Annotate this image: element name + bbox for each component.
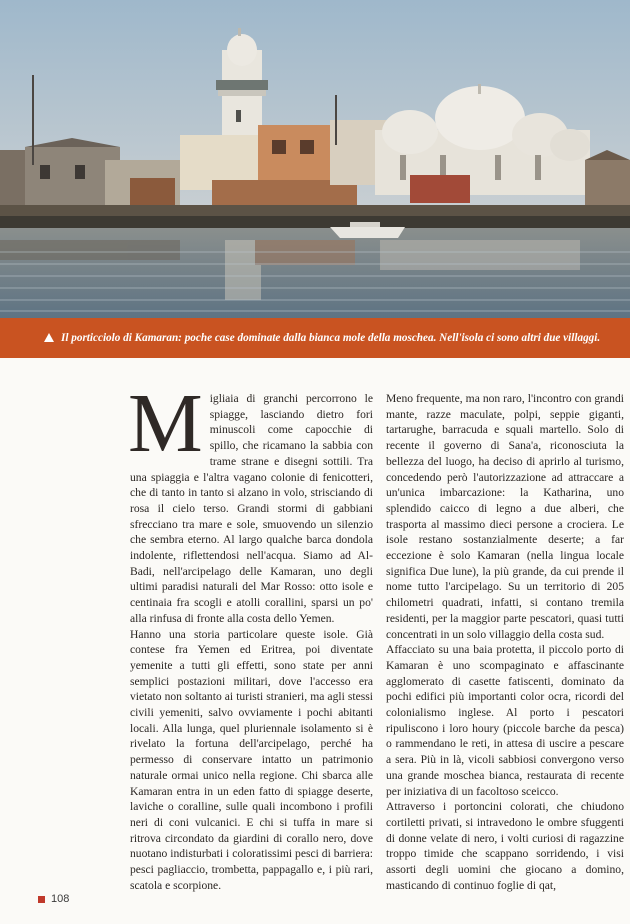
article-paragraph: Hanno una storia particolare queste isole. Già contese fra Yemen ed Eritrea, poi diventate yemenite a tutti gli effetti, sono state per anni semplici postazioni militari, dove l'accesso era vietato non soltanto ai turisti stranieri, ma agli stessi civili yemeniti, salvo ovviamente i pochi abitanti locali. Alla lunga, quel pluriennale isolamento si è rivelato la fortuna dell'arcipelago, perché ha permesso di conservare intatto un patrimonio naturale ormai unico nella regione. Chi sbarca alle Kamaran entra in un eden fatto di spiagge deserte, laviche o coralline, sulle quali incombono i profili neri di coni vulcanici. E chi si tuffa in mare si ritrova circondato da giardini di corallo nero, dove nuotano indisturbati i coloratissimi pesci di barriera: pesci pagliaccio, trombetta, pappagallo e, i più rari, scatola e scorpione. (130, 627, 373, 892)
harbor-illustration (0, 0, 630, 318)
article-paragraph: Meno frequente, ma non raro, l'incontro con grandi mante, razze maculate, polpi, seppie giganti, tartarughe, barracuda e squali martello. Solo di recente il governo di Sana'a, riconosciuta la bellezza del luogo, ha deciso di aprirlo al turismo, concedendo però l'autorizzazione ad attraccare a un'unica imbarcazione: la Katharina, uno splendido caicco di legno a due alberi, che trasporta al massimo dieci persone a crociera. Le isole restano sostanzialmente deserte; a far eccezione è solo Kamaran (nella lingua locale significa Due lune), la più grande, da cui prende il nome tutto l'arcipelago. Su un territorio di 205 chilometri quadrati, infatti, si contano tremila residenti, per la maggior parte pescatori, quasi tutti concentrati in un solo villaggio della costa sud. (386, 392, 624, 641)
pole (32, 75, 34, 165)
pole (335, 95, 337, 145)
page-marker-icon (38, 896, 45, 903)
paragraph-text: igliaia di granchi percorrono le spiagge, lasciando dietro fori minuscoli come capocchie di spillo, che ricamano la sabbia con trame strane e disegni sottili. Tra una spiaggia e l'altra vagano colonie di fenicotteri, che di tanto in tanto si alzano in volo, strisciando di rosa il cielo terso. Grandi stormi di gabbiani sfrecciano tra mare e sole, smuovendo un silenzio che sembra eterno. Al largo qualche barca dondola indolente, riflettendosi nell'acqua. Siamo ad Al-Badi, nell'arcipelago delle Kamaran, uno degli ultimi paradisi naturali del Mar Rosso: otto isole e centinaia fra scogli e atolli corallini, sparsi un po' alla rinfusa di fronte alla costa dello Yemen. (130, 392, 373, 625)
caption-triangle-icon (44, 333, 54, 342)
article-paragraph: Attraverso i portoncini colorati, che chiudono cortiletti privati, si intravedono le ombre sfuggenti di donne velate di nero, i volti curiosi di ragazzine troppo timide che scappano sorridendo, i visi assorti degli uomini che giocano a domino, masticando di continuo foglie di qat, (386, 800, 624, 892)
article-paragraph: Affacciato su una baia protetta, il piccolo porto di Kamaran è uno scompaginato e affascinante agglomerato di casette fatiscenti, dominato da pochi edifici più importanti color ocra, ricordi del colonialismo inglese. Al porto i pescatori ripuliscono i loro houry (piccole barche da pesca) o rammendano le reti, in attesa di uscire a pescare a sera. Più in là, vicoli sabbiosi convergono verso una grande moschea bianca, restaurata di recente per iniziativa di un facoltoso sceicco. (386, 643, 624, 798)
page-number (38, 893, 69, 905)
article-column-right (386, 391, 624, 894)
article-paragraph (128, 377, 373, 627)
right-houses (585, 150, 630, 205)
photo-caption: Il porticciolo di Kamaran: poche case dominate dalla bianca mole della moschea. Nell'isola ci sono altri due villaggi. (61, 332, 601, 344)
page-number-text: 108 (51, 893, 70, 905)
photo-caption-bar (0, 318, 630, 358)
article-column-left (128, 377, 373, 894)
drop-cap: M (128, 377, 203, 470)
harbor-photo (0, 0, 630, 318)
